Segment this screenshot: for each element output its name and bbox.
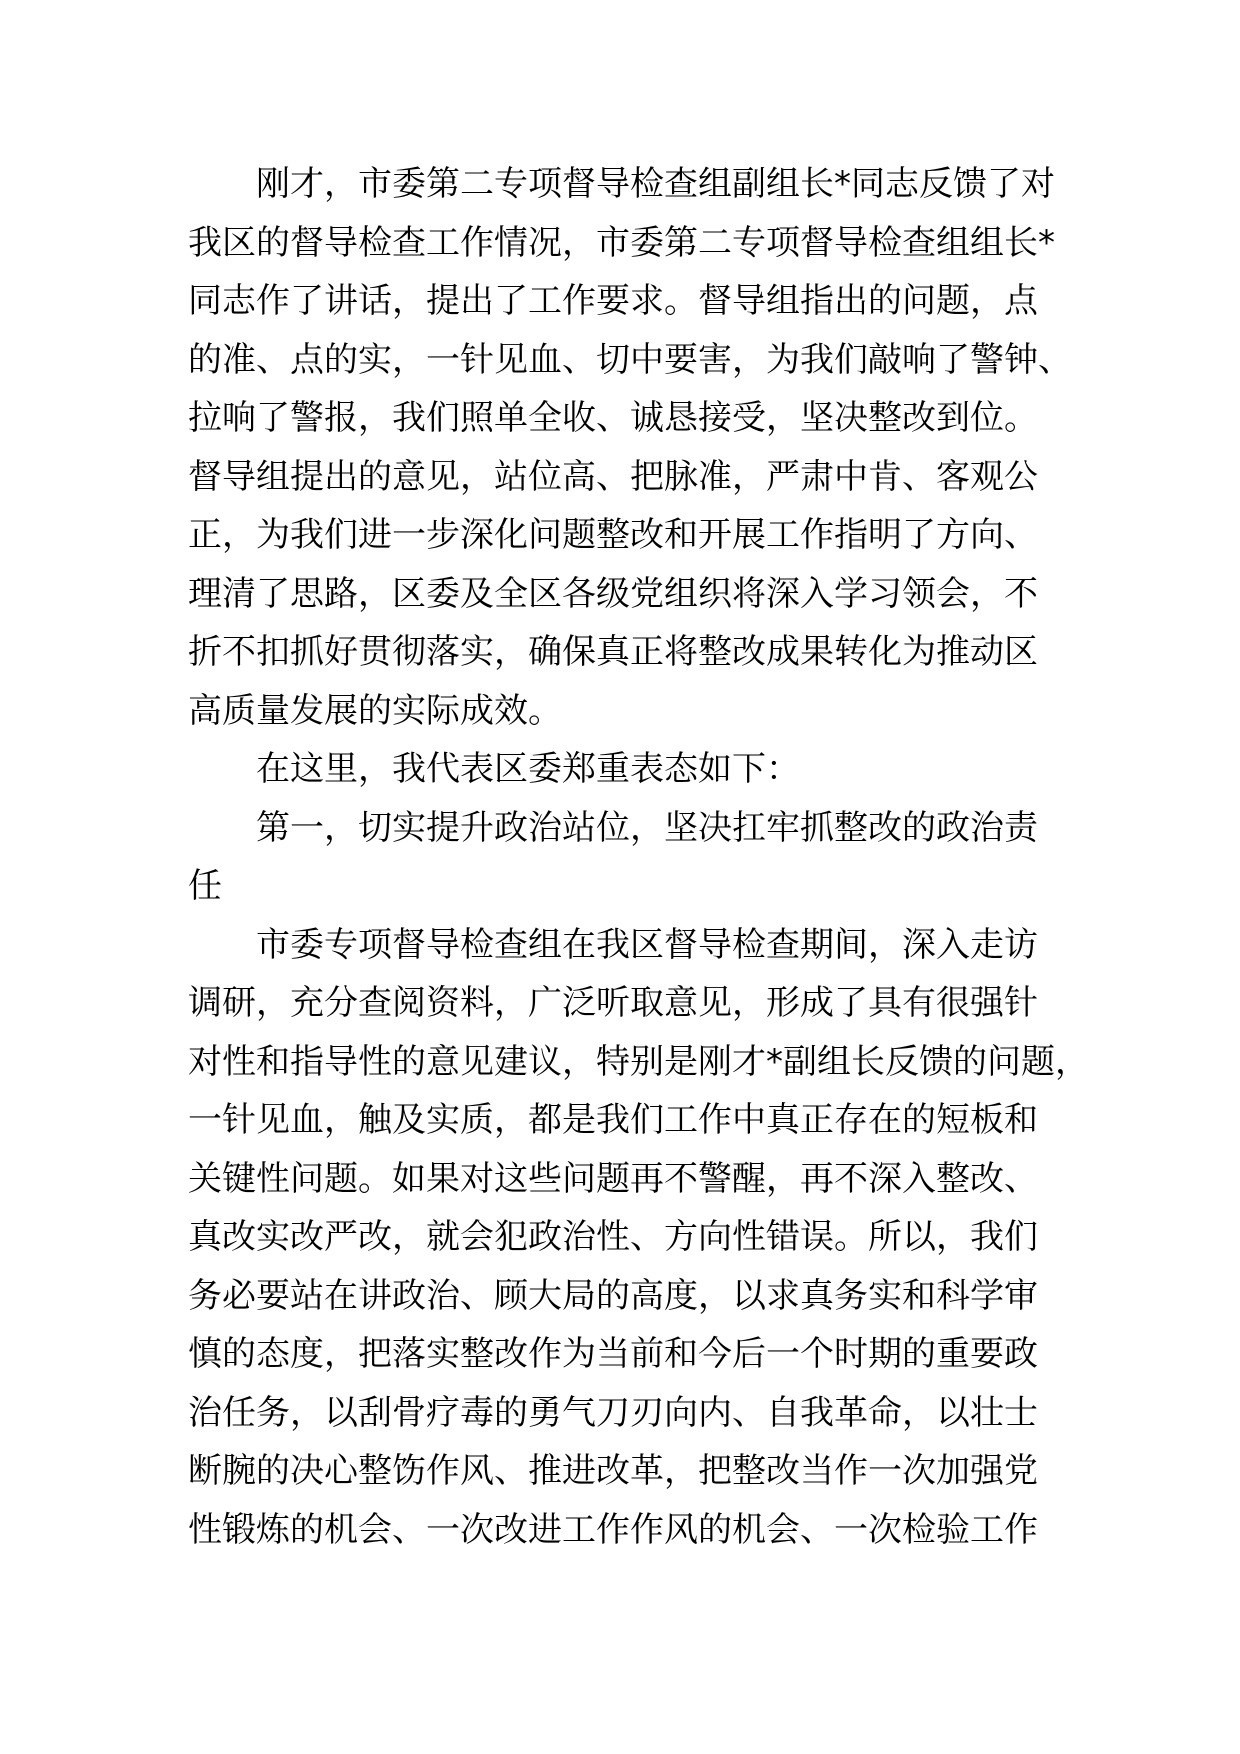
- paragraph-2-line-1: 在这里，我代表区委郑重表态如下：: [256, 749, 800, 789]
- paragraph-3-line-2: 调研，充分查阅资料，广泛听取意见，形成了具有很强针: [188, 983, 1038, 1023]
- paragraph-3-line-10: 断腕的决心整饬作风、推进改革，把整改当作一次加强党: [188, 1451, 1038, 1491]
- paragraph-1-line-2: 我区的督导检查工作情况，市委第二专项督导检查组组长*: [188, 222, 1055, 263]
- paragraph-3-line-4: 一针见血，触及实质，都是我们工作中真正存在的短板和: [188, 1100, 1038, 1140]
- paragraph-1-line-9: 折不扣抓好贯彻落实，确保真正将整改成果转化为推动区: [188, 632, 1038, 672]
- paragraph-3-line-8: 慎的态度，把落实整改作为当前和今后一个时期的重要政: [188, 1334, 1038, 1374]
- heading-line-2: 任: [188, 866, 222, 906]
- paragraph-3-line-6: 真改实改严改，就会犯政治性、方向性错误。所以，我们: [188, 1217, 1038, 1257]
- paragraph-1-line-5: 拉响了警报，我们照单全收、诚恳接受，坚决整改到位。: [188, 398, 1038, 438]
- paragraph-1-line-3: 同志作了讲话，提出了工作要求。督导组指出的问题，点: [188, 281, 1038, 321]
- document-body: [188, 155, 1088, 1559]
- paragraph-3-line-1: 市委专项督导检查组在我区督导检查期间，深入走访: [256, 924, 1038, 965]
- paragraph-1-line-1: 刚才，市委第二专项督导检查组副组长*同志反馈了对: [256, 164, 1055, 204]
- paragraph-1-line-7: 正，为我们进一步深化问题整改和开展工作指明了方向、: [188, 515, 1038, 555]
- paragraph-3-line-11: 性锻炼的机会、一次改进工作作风的机会、一次检验工作: [188, 1509, 1038, 1550]
- paragraph-1-line-8: 理清了思路，区委及全区各级党组织将深入学习领会，不: [188, 573, 1038, 614]
- paragraph-1-line-10: 高质量发展的实际成效。: [188, 690, 562, 731]
- paragraph-3-line-9: 治任务，以刮骨疗毒的勇气刀刃向内、自我革命，以壮士: [188, 1392, 1038, 1433]
- paragraph-3-line-5: 关键性问题。如果对这些问题再不警醒，再不深入整改、: [188, 1158, 1038, 1199]
- paragraph-1-line-4: 的准、点的实，一针见血、切中要害，为我们敲响了警钟、: [188, 339, 1072, 380]
- heading-line-1: 第一，切实提升政治站位，坚决扛牢抓整改的政治责: [256, 807, 1038, 848]
- paragraph-3-line-7: 务必要站在讲政治、顾大局的高度，以求真务实和科学审: [188, 1275, 1038, 1316]
- paragraph-1-line-6: 督导组提出的意见，站位高、把脉准，严肃中肯、客观公: [188, 456, 1038, 497]
- paragraph-3-line-3: 对性和指导性的意见建议，特别是刚才*副组长反馈的问题，: [188, 1041, 1089, 1082]
